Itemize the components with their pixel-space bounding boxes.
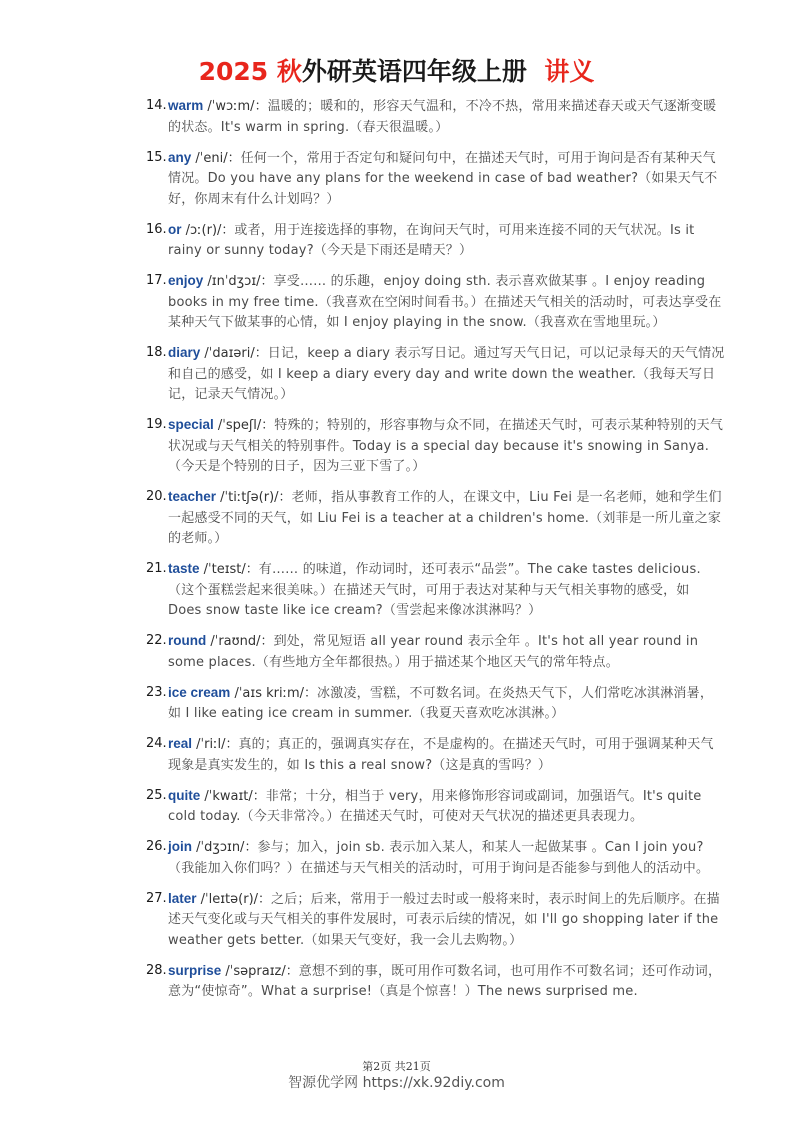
entry-ipa: /ˈeni/： xyxy=(191,150,241,166)
entry-definition: 日记，keep a diary 表示写日记。通过写天气日记，可以记录每天的天气情况和自己的感受，如 I keep a diary every day and write down the weather.（我每天写日记，记录天气情况。） xyxy=(168,346,725,402)
entry-definition: 或者，用于连接选择的事物，在询问天气时，可用来连接不同的天气状况。Is it rainy or sunny today?（今天是下雨还是晴天？） xyxy=(168,222,695,258)
vocab-entry xyxy=(146,734,726,776)
vocab-entry xyxy=(146,271,726,334)
entry-word: diary xyxy=(168,345,201,360)
vocab-entry xyxy=(146,559,726,622)
entry-ipa: /ˈteɪst/： xyxy=(199,562,259,577)
entry-ipa: /ˈriːl/： xyxy=(192,737,239,752)
title-year: 2025 秋 xyxy=(198,57,302,86)
vocab-entry xyxy=(146,837,726,879)
vocab-entry xyxy=(146,96,726,138)
entry-definition: 任何一个，常用于否定句和疑问句中，在描述天气时，可用于询问是否有某种天气情况。Do you have any plans for the weekend in case of bad weather?（如果天气不好，你周末有什么计划吗？） xyxy=(168,150,718,207)
entry-number: 28. xyxy=(146,962,167,978)
title-main: 外研英语四年级上册 xyxy=(301,57,527,86)
entry-number: 22. xyxy=(146,633,167,648)
vocab-entry xyxy=(146,961,726,1003)
entry-word: taste xyxy=(168,561,200,576)
entry-ipa: /ɔː(r)/： xyxy=(181,222,235,238)
page-title xyxy=(0,52,793,88)
entry-ipa: /ˈaɪs kriːm/： xyxy=(230,685,318,701)
entry-word: or xyxy=(168,221,182,237)
entry-word: quite xyxy=(168,787,201,803)
page-number: 第2页 共21页 xyxy=(362,1060,431,1073)
entry-ipa: /ˈkwaɪt/： xyxy=(200,788,266,804)
title-tail: 讲义 xyxy=(544,57,595,86)
entry-ipa: /ˈtiːtʃə(r)/： xyxy=(216,490,292,505)
entry-number: 23. xyxy=(146,684,167,700)
vocab-entry xyxy=(146,148,726,211)
entry-definition: 享受…… 的乐趣，enjoy doing sth. 表示喜欢做某事 。I enjoy reading books in my free time.（我喜欢在空闲时间看书。）在描述天气相关的活动时，可表达享受在某种天气下做某事的心情，如 I enjoy playing in the snow.（我喜欢在雪地里玩。） xyxy=(168,274,722,330)
vocab-entry xyxy=(146,487,726,550)
entry-number: 14. xyxy=(146,98,167,113)
entry-number: 27. xyxy=(146,890,167,906)
vocab-entry xyxy=(146,786,726,828)
entry-definition: 到处，常见短语 all year round 表示全年 。It's hot all year round in some places.（有些地方全年都很热。）用于描述某个地区天气的常年特点。 xyxy=(168,634,699,670)
entry-number: 20. xyxy=(146,489,167,504)
entry-number: 19. xyxy=(146,417,167,432)
entry-definition: 温暖的；暖和的，形容天气温和，不冷不热，常用来描述春天或天气逐渐变暖的状态。It's warm in spring.（春天很温暖。） xyxy=(168,99,717,135)
entry-definition: 老师，指从事教育工作的人，在课文中，Liu Fei 是一名老师，她和学生们一起感受不同的天气，如 Liu Fei is a teacher at a children's home.（刘菲是一所儿童之家的老师。） xyxy=(168,490,722,546)
entry-number: 25. xyxy=(146,787,167,803)
entry-word: teacher xyxy=(168,489,217,504)
vocab-entry xyxy=(146,220,726,262)
entry-ipa: /ˈspeʃl/： xyxy=(213,418,275,433)
entry-word: enjoy xyxy=(168,273,204,288)
vocab-entry xyxy=(146,889,726,952)
entry-ipa: /ˈdaɪəri/： xyxy=(200,346,268,361)
entry-ipa: /ɪnˈdʒɔɪ/： xyxy=(203,274,274,289)
entry-definition: 非常；十分，相当于 very，用来修饰形容词或副词，加强语气。It's quite cold today.（今天非常冷。）在描述天气时，可使对天气状况的描述更具表现力。 xyxy=(168,788,702,824)
entry-ipa: /ˈleɪtə(r)/： xyxy=(196,891,272,907)
entry-word: warm xyxy=(168,98,204,113)
entry-number: 18. xyxy=(146,345,167,360)
vocab-entry xyxy=(146,683,726,725)
entry-definition: 特殊的；特别的，形容事物与众不同，在描述天气时，可表示某种特别的天气状况或与天气相关的特别事件。Today is a special day because it's snowing in Sanya.（今天是个特别的日子，因为三亚下雪了。） xyxy=(168,418,724,474)
entry-number: 17. xyxy=(146,273,167,288)
entry-ipa: /ˈdʒɔɪn/： xyxy=(192,840,258,855)
entry-word: special xyxy=(168,417,214,432)
entry-number: 24. xyxy=(146,736,167,751)
entry-word: ice cream xyxy=(168,684,231,700)
entry-word: later xyxy=(168,890,197,906)
entry-word: round xyxy=(168,633,207,648)
entry-word: real xyxy=(168,736,193,751)
vocabulary-list xyxy=(146,96,726,1012)
entry-definition: 冰激凌，雪糕，不可数名词。在炎热天气下，人们常吃冰淇淋消暑，如 I like eating ice cream in summer.（我夏天喜欢吃冰淇淋。） xyxy=(168,685,714,721)
vocab-entry xyxy=(146,415,726,478)
entry-definition: 意想不到的事，既可用作可数名词，也可用作不可数名词；还可作动词，意为“使惊奇”。What a surprise!（真是个惊喜！）The news surprised me. xyxy=(168,963,722,999)
entry-number: 26. xyxy=(146,839,167,854)
entry-ipa: /ˈsəpraɪz/： xyxy=(221,963,299,979)
entry-ipa: /ˈwɔːm/： xyxy=(203,99,268,114)
entry-number: 15. xyxy=(146,149,167,165)
entry-number: 16. xyxy=(146,221,167,237)
entry-word: surprise xyxy=(168,962,222,978)
entry-ipa: /ˈraʊnd/： xyxy=(206,634,274,649)
entry-definition: 有…… 的味道，作动词时，还可表示“品尝”。The cake tastes delicious.（这个蛋糕尝起来很美味。）在描述天气时，可用于表达对某种与天气相关事物的感受，如 Does snow taste like ice cream?（雪尝起来像冰淇淋吗？） xyxy=(168,562,701,618)
vocab-entry xyxy=(146,343,726,406)
entry-definition: 真的；真正的，强调真实存在，不是虚构的。在描述天气时，可用于强调某种天气现象是真实发生的，如 Is this a real snow?（这是真的雪吗？） xyxy=(168,737,714,773)
entry-word: any xyxy=(168,149,192,165)
vocab-entry xyxy=(146,631,726,673)
entry-definition: 之后；后来，常用于一般过去时或一般将来时，表示时间上的先后顺序。在描述天气变化或与天气相关的事件发展时，可表示后续的情况，如 I'll go shopping later if the weather gets better.（如果天气变好，我一会儿去购物。） xyxy=(168,891,720,948)
site-watermark: 智源优学网 https://xk.92diy.com xyxy=(288,1075,505,1091)
entry-number: 21. xyxy=(146,561,167,576)
entry-word: join xyxy=(168,839,192,854)
entry-definition: 参与；加入，join sb. 表示加入某人，和某人一起做某事 。Can I join you?（我能加入你们吗？）在描述与天气相关的活动时，可用于询问是否能参与到他人的活动中。 xyxy=(168,840,710,876)
